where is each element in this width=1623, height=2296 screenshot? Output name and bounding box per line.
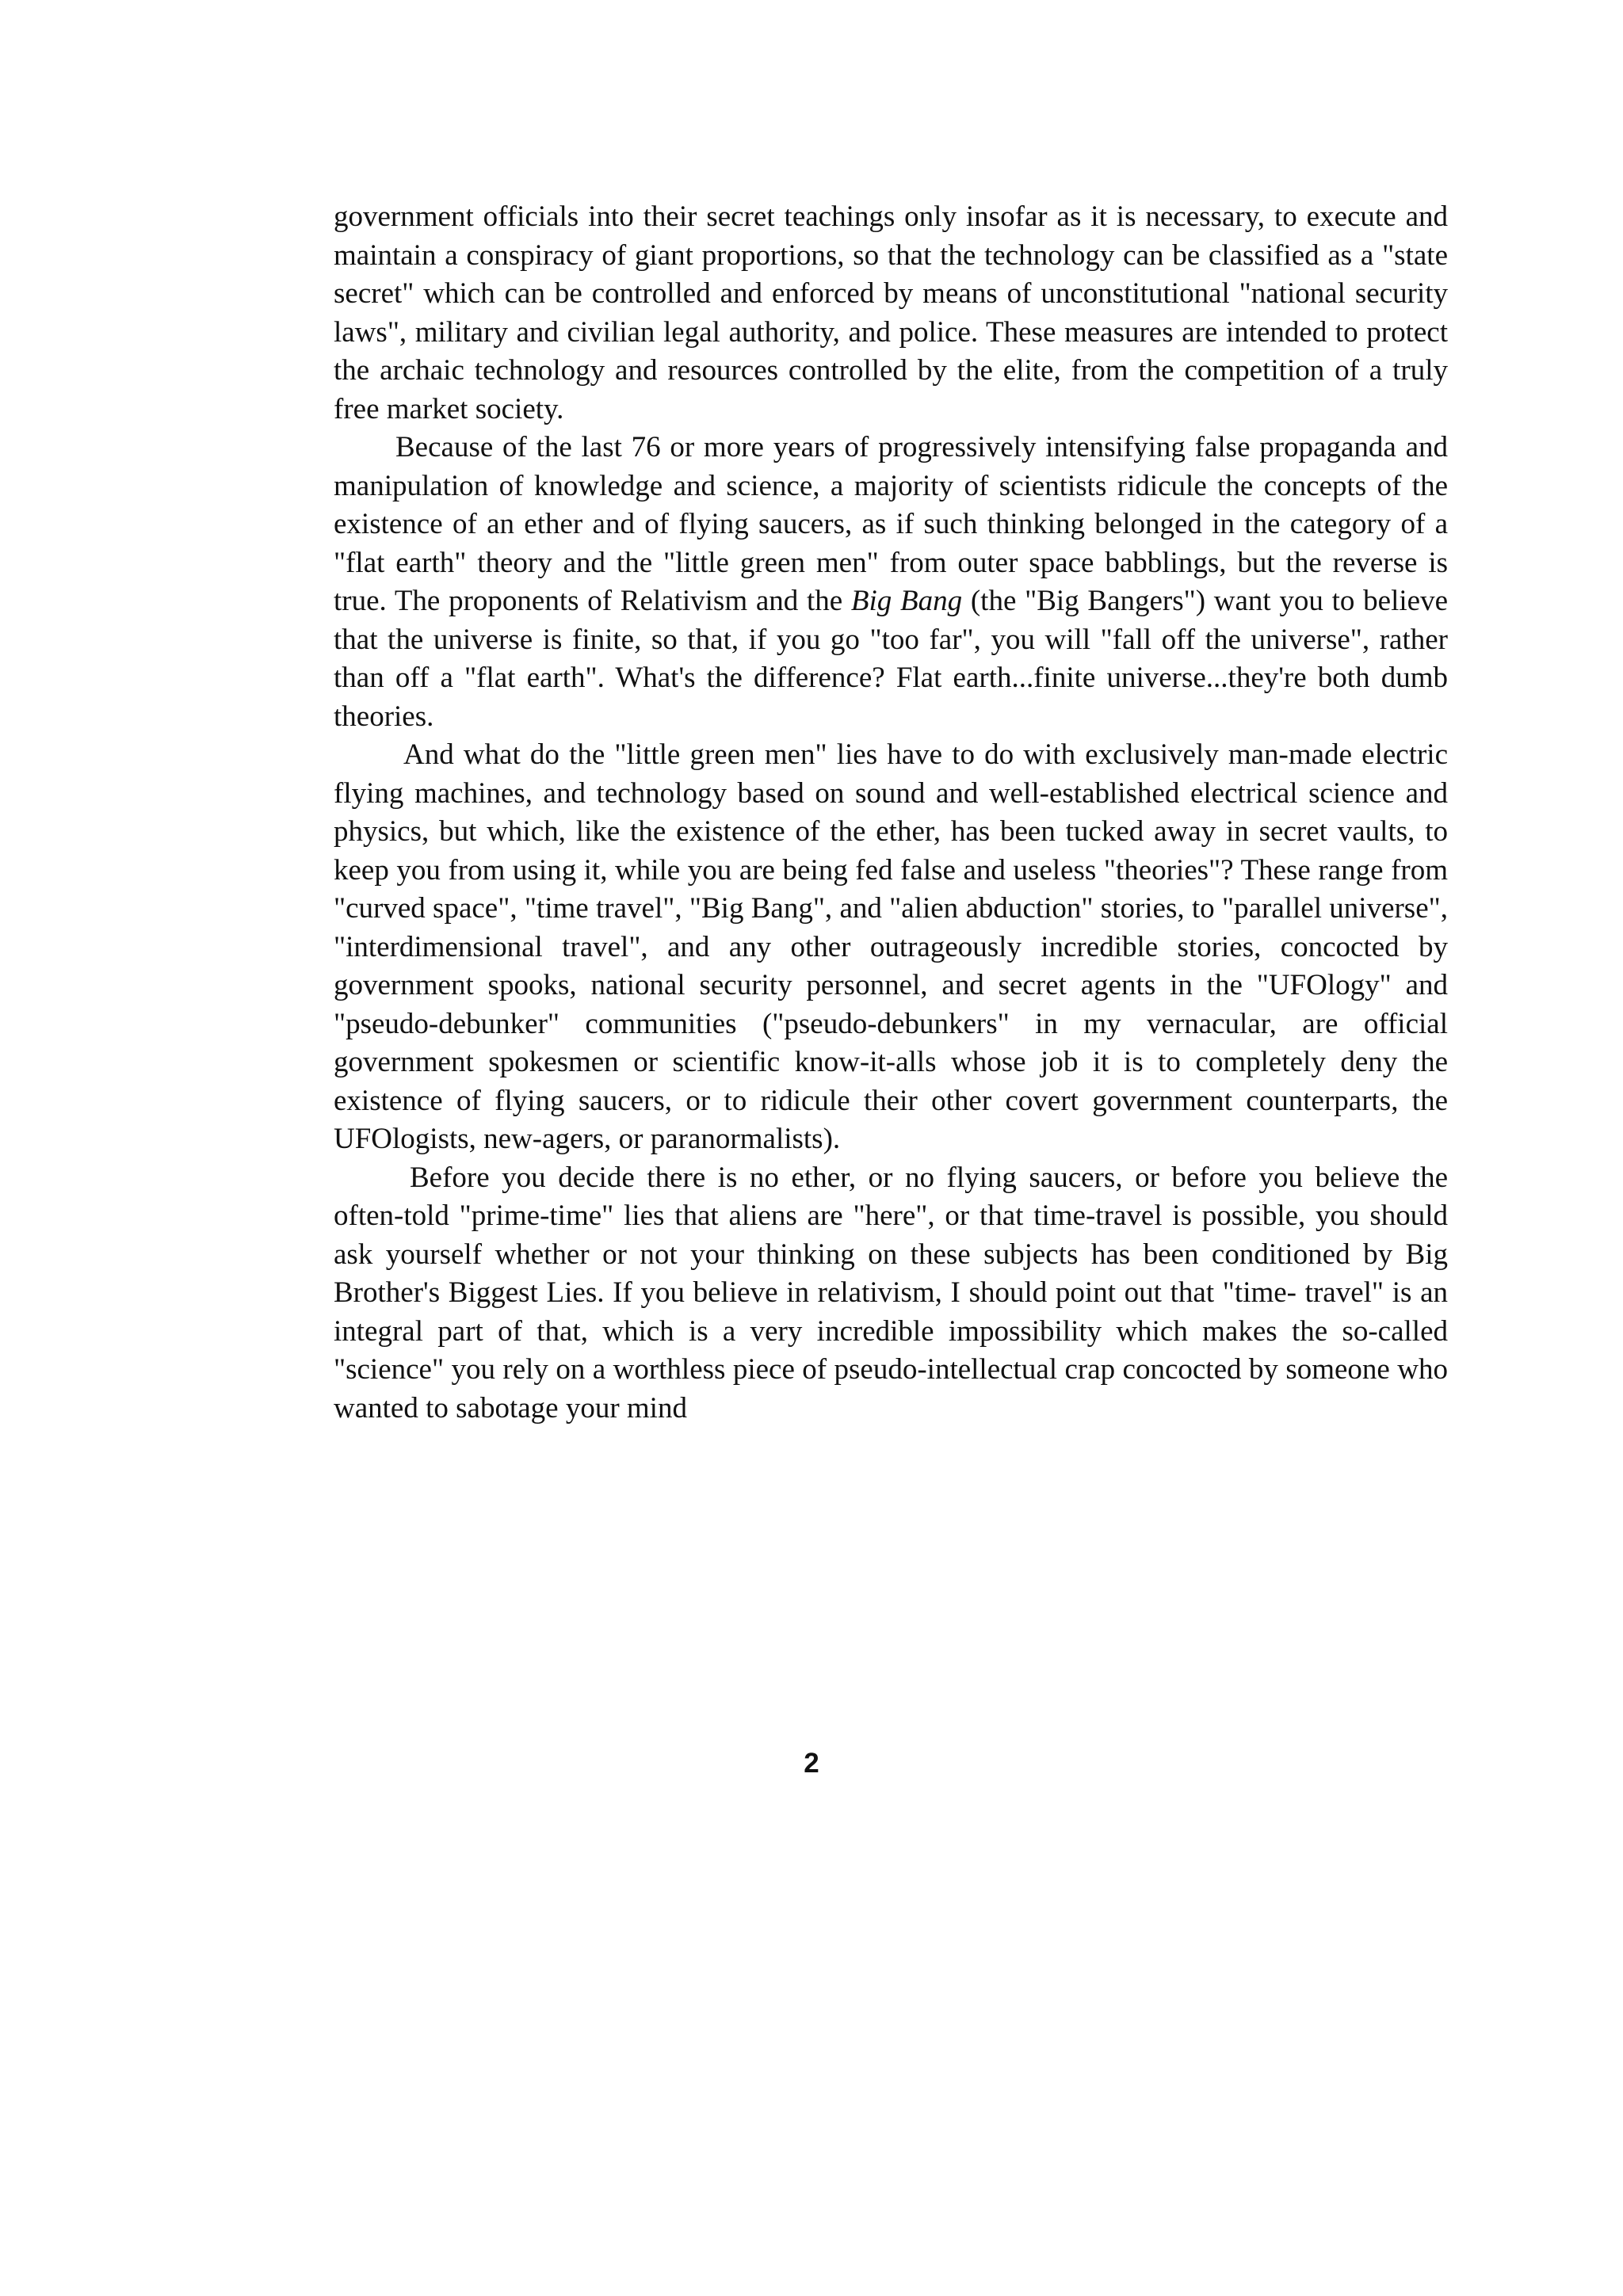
paragraph-3: And what do the "little green men" lies have to do with exclusively man-made electric flying machines, and technology based on sound and well-established electrical science and physics, but which, like the existence of the ether, has been tucked away in secret vaults, to keep you from using it, while you are being fed false and useless "theories"? These range from "curved space", "time travel", "Big Bang", and "alien abduction" stories, to "parallel universe", "interdimensional travel", and any other outrageously incredible stories, concocted by government spooks, national security personnel, and secret agents in the "UFOlogy" and "pseudo-debunker" communities ("pseudo-debunkers" in my vernacular, are official government spokesmen or scientific know-it-alls whose job it is to completely deny the existence of flying saucers, or to ridicule their other covert government counterparts, the UFOlogists, new-agers, or paranormalists). [334,738,1448,1155]
paragraph-1: government officials into their secret teachings only insofar as it is necessary, to execute and maintain a conspiracy of giant proportions, so that the technology can be classified as a "state secret" which can be controlled and enforced by means of unconstitutional "national security laws", military and civilian legal authority, and police. These measures are intended to protect the archaic technology and resources controlled by the elite, from the competition of a truly free market society. [334,200,1448,425]
paragraph-2 [334,429,1448,736]
italic-term-big-bang: Big Bang [850,585,963,617]
body-text [334,198,1448,1428]
paragraph-2-text-start: Because of the last 76 or more years of progressively intensifying false propaganda and manipulation of knowledge and science, a majority of scientists ridicule the concepts of the existence of an ether and of flying saucers, as if such thinking belonged in the category of a "flat earth" theory and the "little green men" from outer space babblings, but the reverse is true. The proponents of Relativism and the [334,431,1448,617]
paragraph-2-text-end: (the "Big Bangers") want you to believe that the universe is finite, so that, if you go "too far", you will "fall off the universe", rather than off a "flat earth". What's the difference? Flat earth...finite universe...they're both dumb theories. [334,585,1448,733]
paragraph-4: Before you decide there is no ether, or no flying saucers, or before you believe the often-told "prime-time" lies that aliens are "here", or that time-travel is possible, you should ask yourself whether or not your thinking on these subjects has been conditioned by Big Brother's Biggest Lies. If you believe in relativism, I should point out that "time- travel" is an integral part of that, which is a very incredible impossibility which makes the so-called "science" you rely on a worthless piece of pseudo-intellectual crap concocted by someone who wanted to sabotage your mind [334,1161,1448,1425]
page-number: 2 [804,1748,819,1779]
